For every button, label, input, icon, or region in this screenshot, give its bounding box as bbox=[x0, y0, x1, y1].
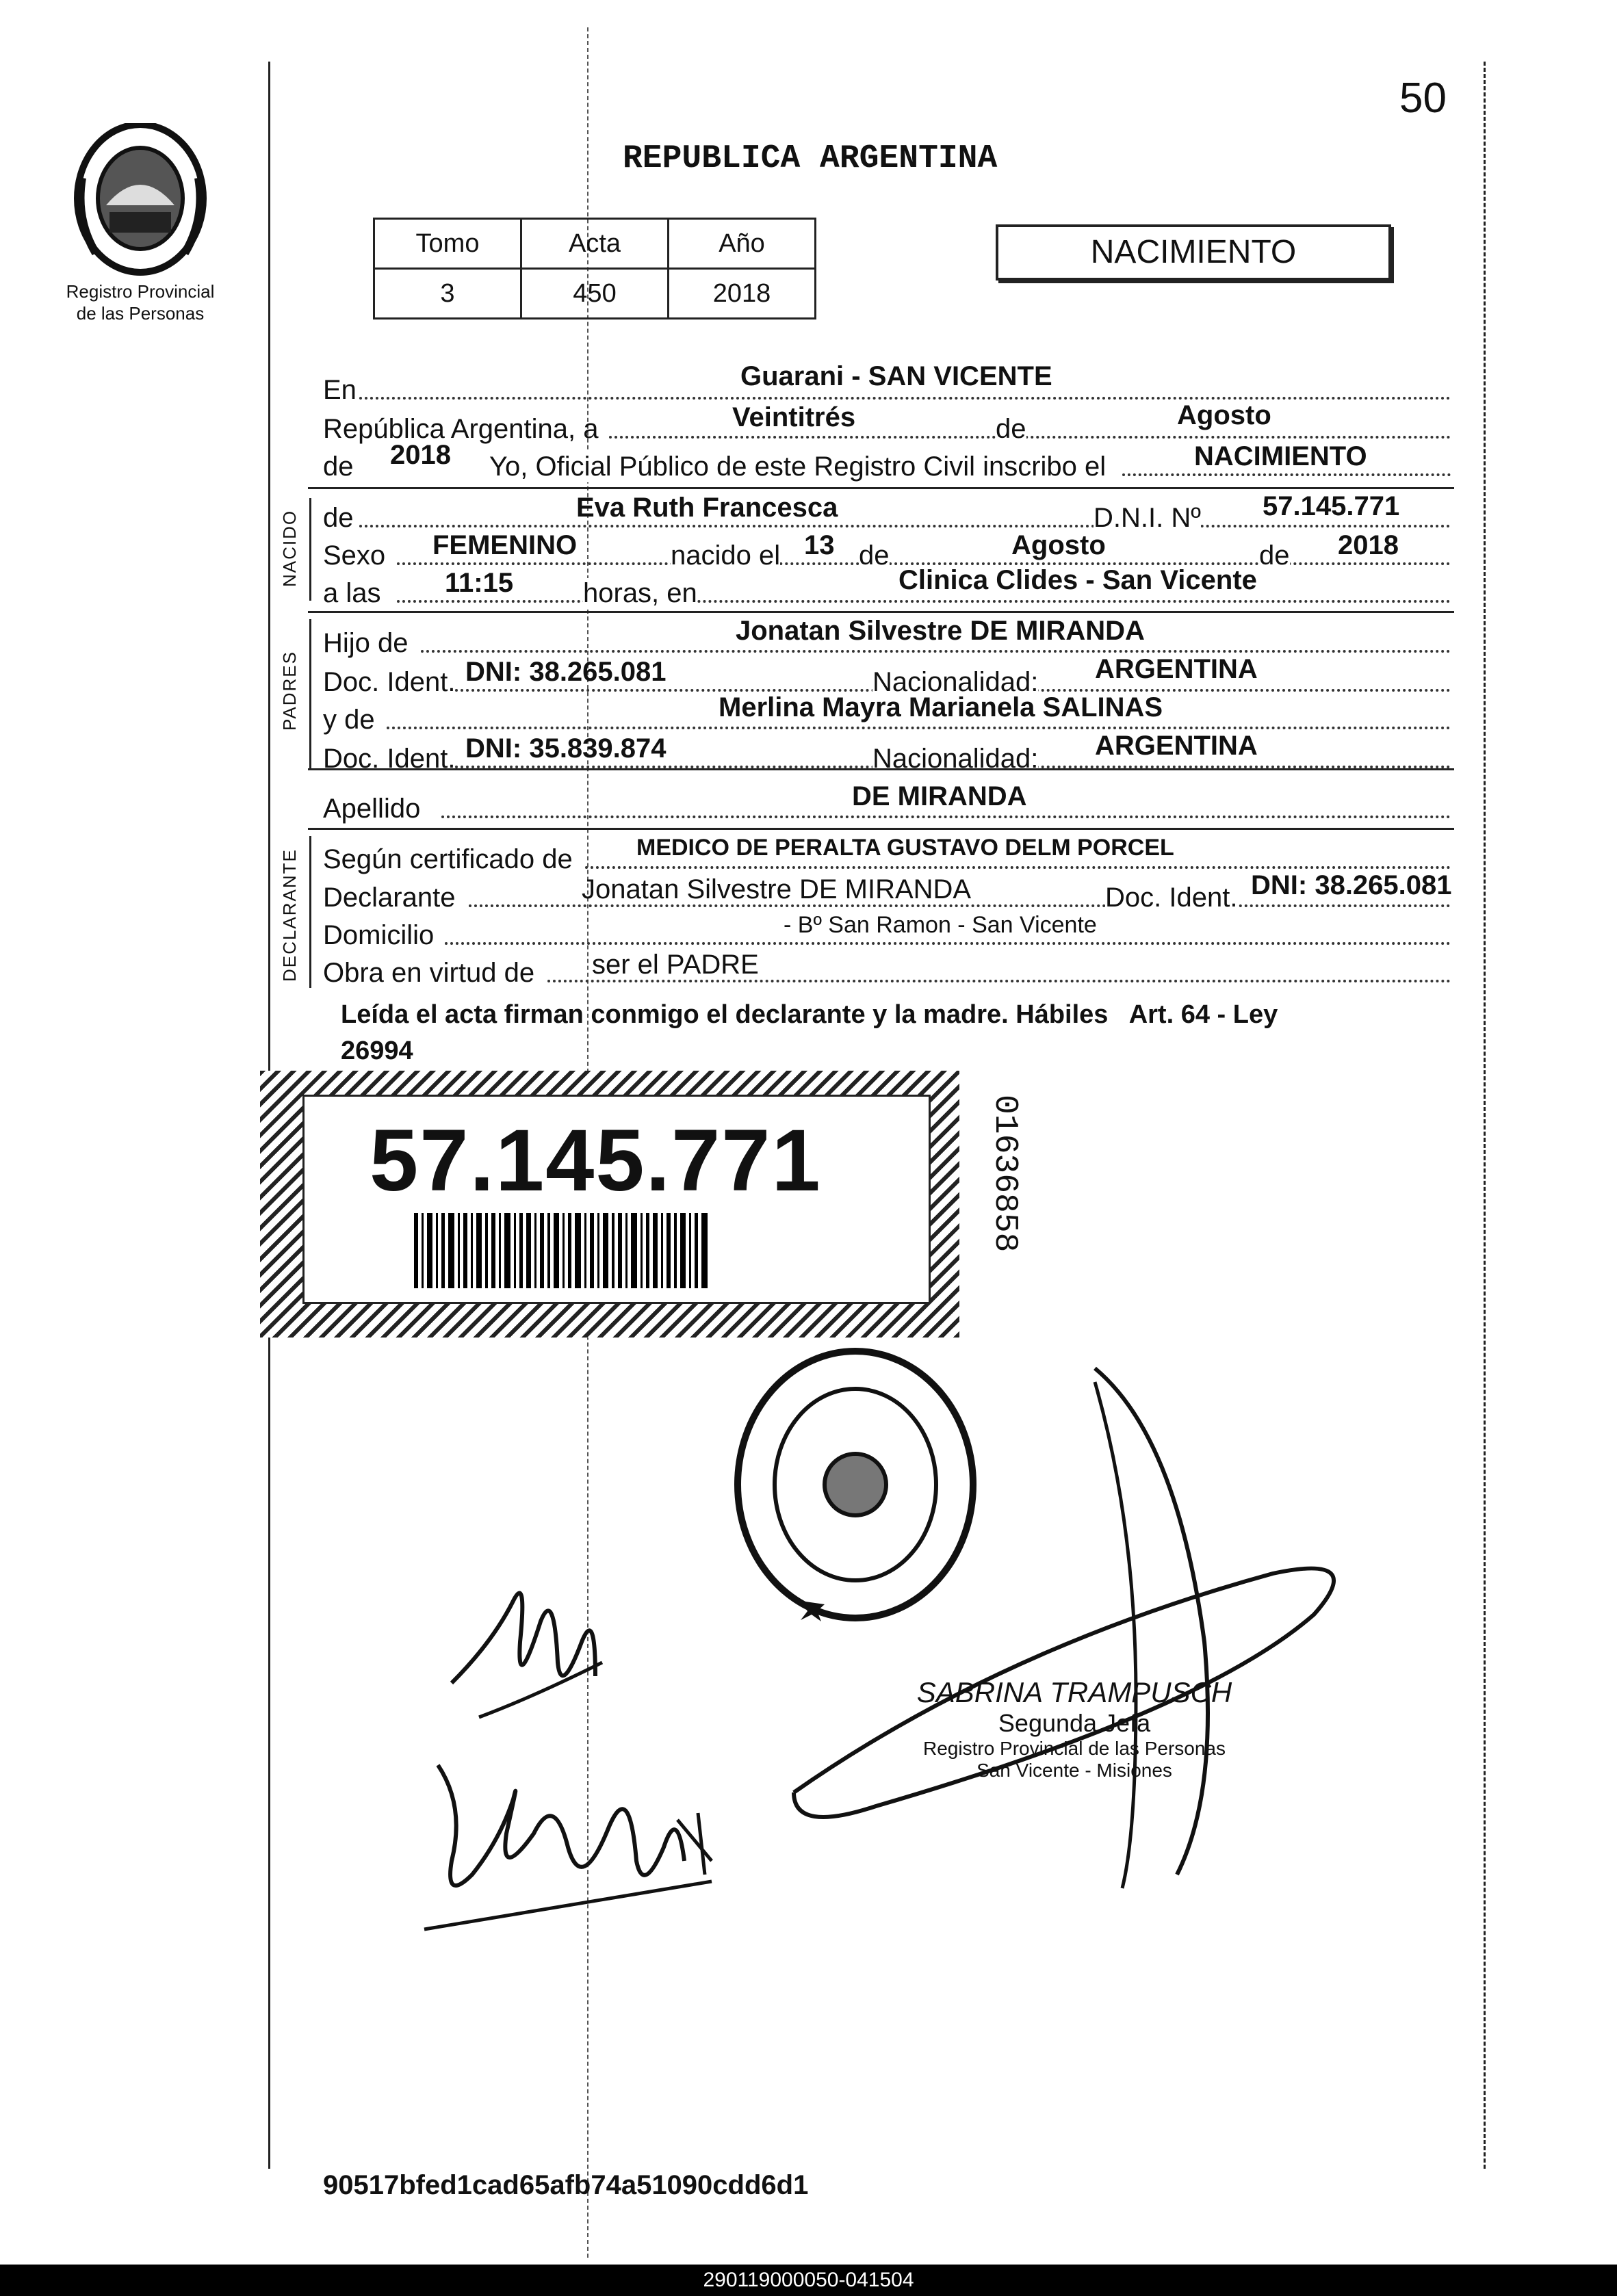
logo-caption bbox=[41, 281, 240, 324]
official-line4: San Vicente - Misiones bbox=[976, 1760, 1172, 1781]
dni-value: 57.145.771 bbox=[1263, 491, 1400, 521]
month-value: Agosto bbox=[1177, 400, 1271, 430]
nacido-el-label: nacido el bbox=[671, 540, 781, 571]
sticker-barcode bbox=[414, 1213, 797, 1288]
section-divider bbox=[308, 768, 1454, 770]
country-title: REPUBLICA ARGENTINA bbox=[623, 140, 998, 177]
sticker-number: 57.145.771 bbox=[370, 1112, 822, 1210]
sticker-serial: 01636858 bbox=[986, 1095, 1023, 1253]
dots bbox=[585, 866, 1451, 869]
decl-doc-label: Doc. Ident. bbox=[1105, 883, 1238, 913]
header-acta: Acta bbox=[521, 219, 669, 269]
document-hash: 90517bfed1cad65afb74a51090cdd6d1 bbox=[323, 2170, 809, 2200]
place-value: Guarani - SAN VICENTE bbox=[740, 361, 1052, 391]
header-anio: Año bbox=[669, 219, 816, 269]
mother-nat-value: ARGENTINA bbox=[1095, 731, 1258, 761]
apellido-label: Apellido bbox=[323, 794, 421, 824]
dni-label: D.N.I. Nº bbox=[1094, 503, 1201, 533]
obra-value: ser el PADRE bbox=[592, 950, 759, 980]
dots bbox=[359, 525, 1451, 527]
event-value: NACIMIENTO bbox=[1194, 441, 1367, 471]
header-tomo: Tomo bbox=[374, 219, 521, 269]
de2-label: de bbox=[323, 452, 354, 482]
birth-month-value: Agosto bbox=[1011, 530, 1106, 560]
signature-official bbox=[753, 1355, 1369, 1902]
dom-label: Domicilio bbox=[323, 920, 435, 950]
dots bbox=[609, 436, 1451, 439]
provincial-logo bbox=[68, 123, 212, 281]
decl-doc-value: DNI: 38.265.081 bbox=[1251, 870, 1452, 900]
footer-bar bbox=[0, 2265, 1617, 2296]
right-margin-line bbox=[1484, 62, 1486, 2169]
decl-value: Jonatan Silvestre DE MIRANDA bbox=[582, 874, 972, 904]
signature-declarant-1 bbox=[438, 1560, 616, 1738]
dom-value: - Bº San Ramon - San Vicente bbox=[784, 912, 1097, 938]
dots bbox=[445, 942, 1451, 945]
section-divider bbox=[308, 828, 1454, 830]
signature-declarant-2 bbox=[411, 1724, 725, 1943]
mother-value: Merlina Mayra Marianela SALINAS bbox=[719, 692, 1163, 722]
day-words-value: Veintitrés bbox=[732, 402, 856, 432]
yde-label: y de bbox=[323, 705, 375, 735]
official-line3: Registro Provincial de las Personas bbox=[923, 1738, 1226, 1759]
father-nat-value: ARGENTINA bbox=[1095, 654, 1258, 684]
dots bbox=[1122, 473, 1451, 476]
nacido-section-label: NACIDO bbox=[279, 509, 300, 587]
registry-table bbox=[373, 218, 816, 319]
birth-year-value: 2018 bbox=[1338, 530, 1399, 560]
birth-place-value: Clinica Clides - San Vicente bbox=[898, 565, 1257, 595]
child-name-value: Eva Ruth Francesca bbox=[576, 493, 838, 523]
signature-block bbox=[883, 1676, 1266, 1782]
apellido-value: DE MIRANDA bbox=[852, 781, 1027, 811]
republica-label: República Argentina, a bbox=[323, 414, 599, 444]
section-divider bbox=[308, 611, 1454, 613]
closing-line2: 26994 bbox=[341, 1036, 413, 1065]
value-acta: 450 bbox=[521, 269, 669, 319]
father-doc-value: DNI: 38.265.081 bbox=[465, 657, 667, 687]
section-bar bbox=[309, 619, 311, 768]
year-value: 2018 bbox=[390, 440, 451, 470]
en-label: En bbox=[323, 375, 357, 405]
section-bar bbox=[309, 498, 311, 601]
padres-section-label: PADRES bbox=[279, 651, 300, 731]
cert-value: MEDICO DE PERALTA GUSTAVO DELM PORCEL bbox=[636, 835, 1174, 861]
dots bbox=[359, 397, 1451, 400]
birth-day-value: 13 bbox=[804, 530, 835, 560]
decl-label: Declarante bbox=[323, 883, 456, 913]
dni-sticker bbox=[302, 1095, 931, 1304]
doc-label: Doc. Ident. bbox=[323, 667, 456, 697]
page-number: 50 bbox=[1399, 75, 1447, 122]
section-divider bbox=[308, 487, 1454, 489]
value-anio: 2018 bbox=[669, 269, 816, 319]
value-tomo: 3 bbox=[374, 269, 521, 319]
nacido-de-label: de bbox=[323, 503, 354, 533]
cert-label: Según certificado de bbox=[323, 844, 573, 874]
horas-label: horas, en bbox=[583, 578, 697, 608]
nacido-de-label2: de bbox=[859, 540, 890, 571]
footer-code: 290119000050-041504 bbox=[703, 2269, 914, 2291]
dots bbox=[397, 600, 1451, 603]
alas-label: a las bbox=[323, 578, 381, 608]
logo-caption-line1: Registro Provincial bbox=[66, 281, 215, 302]
hijo-label: Hijo de bbox=[323, 628, 409, 658]
mother-doc-value: DNI: 35.839.874 bbox=[465, 733, 667, 764]
doc-label2: Doc. Ident. bbox=[323, 744, 456, 774]
oficial-text: Yo, Oficial Público de este Registro Civil inscribo el bbox=[489, 452, 1107, 482]
nacido-de-label3: de bbox=[1259, 540, 1290, 571]
logo-caption-line2: de las Personas bbox=[76, 303, 205, 324]
sexo-label: Sexo bbox=[323, 540, 386, 571]
doc-type-label: NACIMIENTO bbox=[1090, 234, 1297, 270]
doc-type-box bbox=[996, 224, 1391, 281]
de-label: de bbox=[996, 414, 1026, 444]
dots bbox=[421, 650, 1451, 653]
dots bbox=[441, 816, 1451, 818]
official-name: SABRINA TRAMPUSCH bbox=[916, 1676, 1232, 1708]
father-value: Jonatan Silvestre DE MIRANDA bbox=[736, 616, 1145, 646]
dots bbox=[387, 727, 1451, 729]
nacionalidad-label: Nacionalidad: bbox=[872, 667, 1039, 697]
declarante-section-label: DECLARANTE bbox=[279, 848, 300, 982]
obra-label: Obra en virtud de bbox=[323, 958, 535, 988]
section-bar bbox=[309, 836, 311, 988]
sexo-value: FEMENINO bbox=[432, 530, 578, 560]
official-title: Segunda Jefa bbox=[998, 1709, 1151, 1737]
nacionalidad-label2: Nacionalidad: bbox=[872, 744, 1039, 774]
time-value: 11:15 bbox=[445, 568, 514, 598]
closing-line1: Leída el acta firman conmigo el declarante y la madre. Hábiles Art. 64 - Ley bbox=[341, 1000, 1278, 1029]
